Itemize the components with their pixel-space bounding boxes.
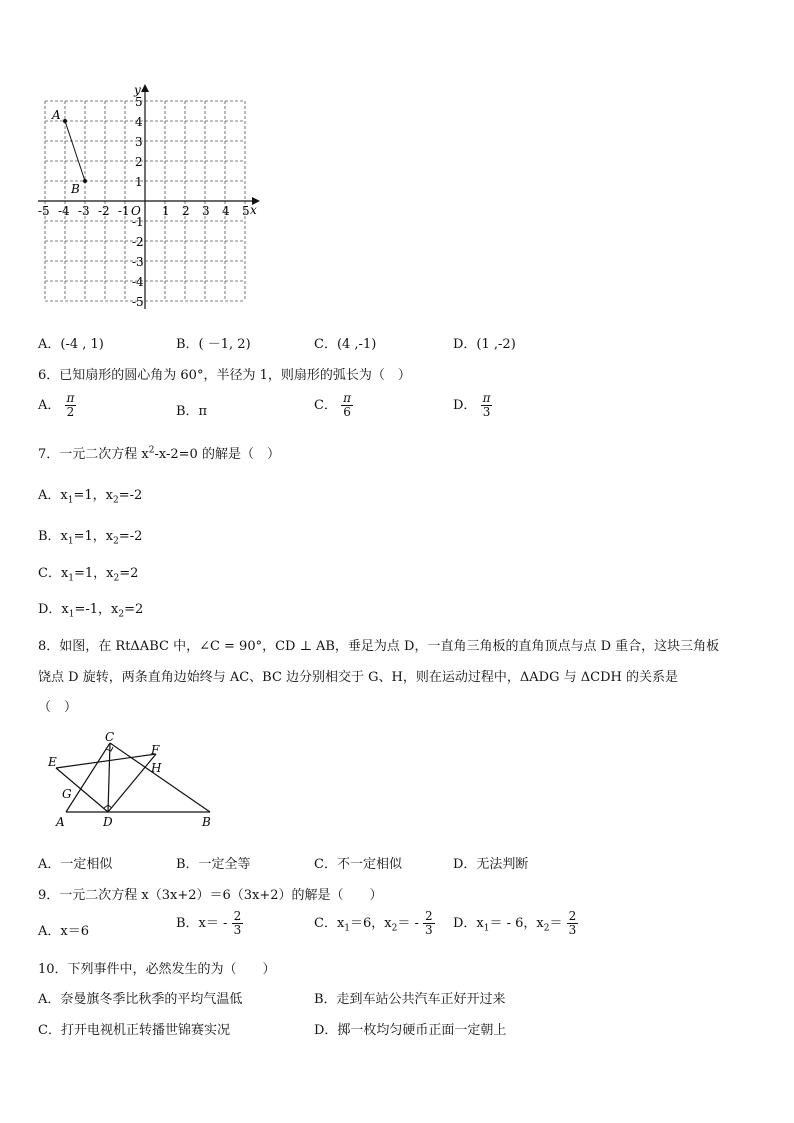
q5-option-b: B．( －1, 2) (176, 337, 251, 352)
x-tick-label: -5 (38, 204, 50, 218)
set-square-edge-ef (56, 754, 156, 768)
x-tick-label: -1 (118, 204, 130, 218)
origin-label: O (131, 204, 141, 218)
q7-option-b: B．$x_1=1$，$x_2=-2$ (38, 529, 143, 547)
coordinate-grid-figure (30, 80, 270, 320)
label-c: C (105, 730, 115, 744)
y-tick-label: 2 (135, 155, 143, 169)
q8-stem-line1: 8．如图，在 RtΔABC 中，∠C = 90°，CD ⊥ AB，垂足为点 D，一直角三角板的直角顶点与点 D 重合，这块三角板 (38, 639, 720, 654)
point-a-dot (63, 119, 67, 123)
q8-option-a: A．一定相似 (38, 857, 113, 872)
q5-option-c: C．(4 ,-1) (314, 337, 377, 352)
q6-option-a (38, 392, 76, 419)
label-g: G (62, 787, 72, 801)
q6-stem: 6．已知扇形的圆心角为 60°，半径为 1，则扇形的弧长为（ ） (38, 368, 411, 383)
x-axis-label: x (250, 203, 257, 217)
side-bc (110, 743, 210, 812)
label-f: F (151, 743, 160, 757)
q6-option-c-label: C． (314, 398, 337, 413)
q8-option-b: B．一定全等 (176, 857, 251, 872)
q6-option-a-label: A． (38, 398, 61, 413)
point-b-dot (83, 179, 87, 183)
y-tick-label: -2 (132, 235, 144, 249)
label-h: H (151, 761, 162, 775)
q6-option-d (453, 392, 492, 419)
q9-stem: 9．一元二次方程 x（3x+2）＝6（3x+2）的解是（ ） (38, 888, 383, 903)
x-tick-label: -4 (58, 204, 70, 218)
label-b: B (202, 815, 211, 829)
point-b-label: B (71, 182, 80, 196)
y-axis-label: y (134, 83, 141, 97)
side-ac (66, 743, 110, 812)
q8-option-d: D．无法判断 (453, 857, 529, 872)
segment-ab (65, 121, 85, 181)
q6-option-d-label: D． (453, 398, 477, 413)
q6-option-d-fraction: $\frac{\pi}{3}$ (482, 391, 491, 419)
y-tick-label: -5 (132, 295, 144, 309)
q5-option-a: A．(-4 , 1) (38, 337, 104, 352)
q9-option-c-fraction: $\frac{2}{3}$ (425, 909, 433, 937)
x-tick-label: 2 (182, 204, 190, 218)
q5-option-d: D．(1 ,-2) (453, 337, 516, 352)
triangle-figure (40, 728, 230, 833)
q6-option-b: B．π (176, 404, 208, 419)
q6-option-a-fraction: $\frac{\pi}{2}$ (66, 391, 75, 419)
q9-option-b: B．x＝ - $\frac{2}{3}$ (176, 909, 242, 937)
altitude-cd (108, 743, 110, 812)
y-tick-labels (132, 95, 144, 309)
q8-stem-line2: 饶点 D 旋转，两条直角边始终与 AC、BC 边分别相交于 G、H，则在运动过程中，ΔADG 与 ΔCDH 的关系是 (38, 670, 678, 685)
q9-option-a: A．x＝6 (38, 924, 89, 939)
y-tick-label: -1 (132, 215, 144, 229)
q10-stem: 10．下列事件中，必然发生的为（ ） (38, 962, 276, 977)
x-tick-labels (38, 204, 250, 218)
y-tick-label: 5 (135, 95, 143, 109)
set-square-edge-df (108, 754, 156, 812)
q8-option-c: C．不一定相似 (314, 857, 402, 872)
point-a-label: A (52, 108, 61, 122)
x-tick-label: 3 (202, 204, 210, 218)
q9-option-b-fraction: $\frac{2}{3}$ (233, 909, 242, 937)
x-tick-label: -2 (98, 204, 110, 218)
q6-option-c (314, 392, 353, 419)
x-tick-label: -3 (78, 204, 90, 218)
y-tick-label: 1 (135, 175, 143, 189)
q7-option-a: A．$x_1=1$，$x_2=-2$ (38, 488, 143, 506)
q7-option-c: C．$x_1=1$，$x_2=2$ (38, 566, 139, 584)
label-d: D (103, 815, 113, 829)
x-tick-label: 5 (242, 204, 250, 218)
label-e: E (48, 755, 57, 769)
y-tick-label: -3 (132, 255, 144, 269)
q7-option-d: D．$x_1=-1$，$x_2=2$ (38, 602, 144, 620)
x-tick-label: 1 (162, 204, 170, 218)
y-tick-label: 4 (135, 115, 143, 129)
label-a: A (56, 815, 65, 829)
q10-option-a: A．奈曼旗冬季比秋季的平均气温低 (38, 992, 243, 1007)
q9-option-c: C．$x_1=6$，$x_2=$ - $\frac{2}{3}$ (314, 909, 433, 937)
q9-option-d: D．$x_1= - 6$，$x_2=$ $\frac{2}{3}$ (453, 909, 577, 937)
q10-option-b: B．走到车站公共汽车正好开过来 (314, 992, 506, 1007)
q9-option-d-fraction: $\frac{2}{3}$ (568, 909, 577, 937)
y-tick-label: -4 (132, 275, 144, 289)
q8-stem-line3: （ ） (38, 700, 78, 715)
y-tick-label: 3 (135, 135, 143, 149)
q7-stem: 7．一元二次方程 $x^2-x-2=0$ 的解是（ ） (38, 445, 280, 462)
y-axis-arrow-icon (141, 84, 149, 92)
q10-option-d: D．掷一枚均匀硬币正面一定朝上 (314, 1023, 507, 1038)
q10-option-c: C．打开电视机正转播世锦赛实况 (38, 1023, 230, 1038)
q6-option-c-fraction: $\frac{\pi}{6}$ (343, 391, 351, 419)
x-tick-label: 4 (222, 204, 230, 218)
